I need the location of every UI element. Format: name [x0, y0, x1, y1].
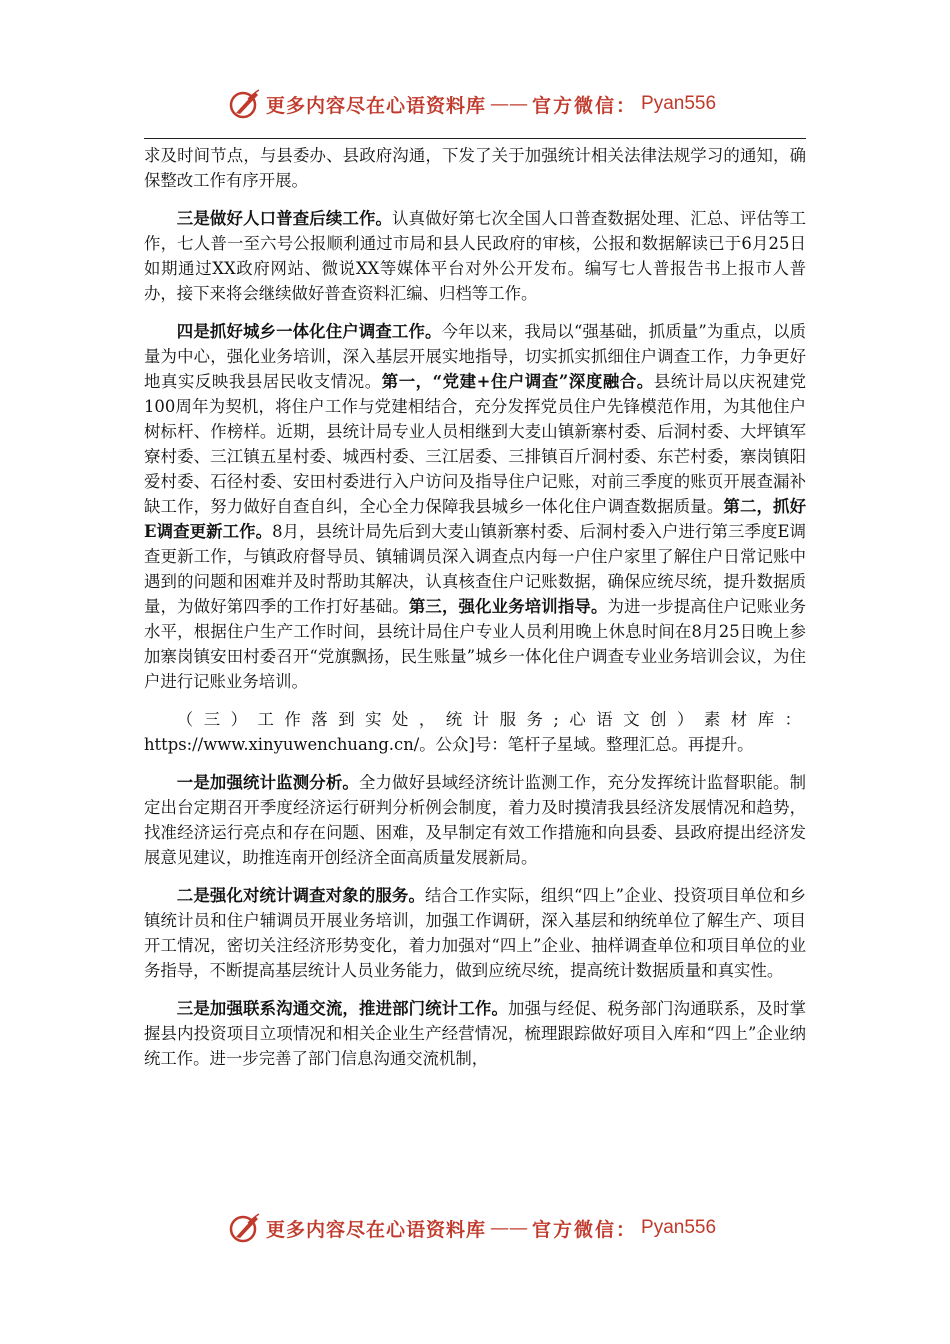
paragraph-1: 三是做好人口普查后续工作。认真做好第七次全国人口普查数据处理、汇总、评估等工作，七人普一至六号公报顺利通过市局和县人民政府的审核，公报和数据解读已于6月25日如期通过XX政府网站、微说XX等媒体平台对外公开发布。编写七人普报告书上报市人普办，接下来将会继续做好普查资料汇编、归档等工作。 — [144, 209, 806, 303]
paragraph-2-heading: 四是抓好城乡一体化住户调查工作。 — [176, 322, 442, 341]
quill-logo-icon — [228, 1211, 262, 1245]
paragraph-5-heading: 二是强化对统计调查对象的服务。 — [176, 886, 426, 905]
paragraph-2-sub3: 第三，强化业务培训指导。 — [408, 597, 608, 616]
footer-banner — [228, 1208, 748, 1248]
footer-wechat-id: Pyan556 — [641, 1217, 717, 1238]
header-dash: —— — [490, 93, 529, 115]
paragraph-1-heading: 三是做好人口普查后续工作。 — [176, 209, 393, 228]
paragraph-0: 求及时间节点，与县委办、县政府沟通，下发了关于加强统计相关法律法规学习的通知，确保整改工作有序开展。 — [144, 146, 806, 190]
header-wechat-id: Pyan556 — [641, 93, 717, 114]
header-banner — [228, 84, 748, 124]
header-divider — [144, 138, 806, 139]
paragraph-5: 二是强化对统计调查对象的服务。结合工作实际，组织“四上”企业、投资项目单位和乡镇统计员和住户辅调员开展业务培训，加强工作调研，深入基层和纳统单位了解生产、项目开工情况，密切关注经济形势变化，着力加强对“四上”企业、抽样调查单位和项目单位的业务指导，不断提高基层统计人员业务能力，做到应统尽统，提高统计数据质量和真实性。 — [144, 886, 807, 980]
section-3-heading: （三）工作落到实处，统计服务;心语文创）素材库：https://www.xinyuwenchuang.cn/。公众]号：笔杆子星域。整理汇总。再提升。 — [144, 710, 806, 754]
quill-logo-icon — [228, 87, 262, 121]
header-site-text: 更多内容尽在心语资料库 — [266, 94, 487, 117]
header-wechat-label: 官方微信： — [532, 94, 638, 117]
paragraph-4: 一是加强统计监测分析。全力做好县域经济统计监测工作，充分发挥统计监督职能。制定出台定期召开季度经济运行研判分析例会制度，着力及时摸清我县经济发展情况和趋势，找准经济运行亮点和存在问题、困难，及早制定有效工作措施和向县委、县政府提出经济发展意见建议，助推连南开创经济全面高质量发展新局。 — [144, 773, 806, 867]
paragraph-2-sub1: 第一，“党建+住户调查”深度融合。 — [381, 372, 654, 391]
footer-dash: —— — [490, 1217, 529, 1239]
paragraph-2: 四是抓好城乡一体化住户调查工作。今年以来，我局以“强基础，抓质量”为重点，以质量为中心，强化业务培训，深入基层开展实地指导，切实抓实抓细住户调查工作，力争更好地真实反映我县居民收支情况。第一，“党建+住户调查”深度融合。县统计局以庆祝建党100周年为契机，将住户工作与党建相结合，充分发挥党员住户先锋模范作用，为其他住户树标杆、作榜样。近期，县统计局专业人员相继到大麦山镇新寨村委、后洞村委、大坪镇军寮村委、三江镇五星村委、城西村委、三江居委、三排镇百斤洞村委、东芒村委，寨岗镇阳爱村委、石径村委、安田村委进行入户访问及指导住户记账，对前三季度的账页开展查漏补缺工作，努力做好自查自纠，全心全力保障我县城乡一体化住户调查数据质量。第二，抓好E调查更新工作。8月，县统计局先后到大麦山镇新寨村委、后洞村委入户进行第三季度E调查更新工作，与镇政府督导员、镇辅调员深入调查点内每一户住户家里了解住户日常记账中遇到的问题和困难并及时帮助其解决，认真核查住户记账数据，确保应统尽统，提升数据质量，为做好第四季的工作打好基础。第三，强化业务培训指导。为进一步提高住户记账业务水平，根据住户生产工作时间，县统计局住户专业人员利用晚上休息时间在8月25日晚上参加寨岗镇安田村委召开“党旗飘扬，民生账量”城乡一体化住户调查专业业务培训会议，为住户进行记账业务培训。 — [144, 322, 807, 691]
paragraph-4-heading: 一是加强统计监测分析。 — [176, 773, 359, 792]
footer-wechat-label: 官方微信： — [532, 1218, 638, 1241]
document-body — [144, 143, 806, 1084]
paragraph-6-heading: 三是加强联系沟通交流，推进部门统计工作。 — [176, 999, 509, 1018]
paragraph-6: 三是加强联系沟通交流，推进部门统计工作。加强与经促、税务部门沟通联系，及时掌握县内投资项目立项情况和相关企业生产经营情况，梳理跟踪做好项目入库和“四上”企业纳统工作。进一步完善了部门信息沟通交流机制， — [144, 999, 806, 1068]
footer-site-text: 更多内容尽在心语资料库 — [266, 1218, 487, 1241]
section-3-link-text: https://www.xinyuwenchuang.cn/。公众]号：笔杆子星域。整理汇总。再提升。 — [144, 735, 754, 754]
paragraph-2-sub2: 第二，抓好E调查更新工作。 — [144, 497, 806, 541]
